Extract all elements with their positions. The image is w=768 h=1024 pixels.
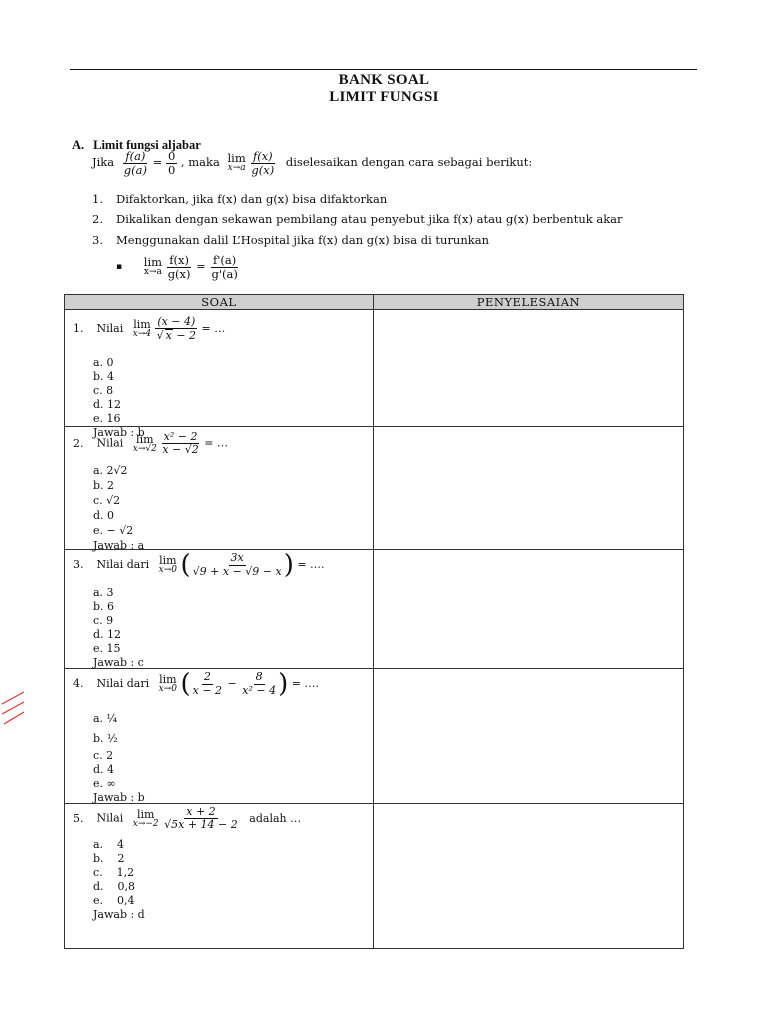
option-item: e. 0,4	[93, 894, 135, 907]
frac-denominator: x − 2	[192, 683, 223, 697]
option-item: a. 4	[93, 838, 125, 851]
table-row	[65, 310, 684, 427]
method-text: Difaktorkan, jika f(x) dan g(x) bisa difaktorkan	[116, 192, 388, 206]
frac-denominator: g'(a)	[211, 266, 238, 281]
lim-subscript: x→−2	[132, 818, 159, 829]
col-header-penyelesaian: PENYELESAIAN	[373, 295, 683, 310]
frac-denominator: g(x)	[251, 162, 275, 177]
answer-key: Jawab : c	[93, 656, 144, 669]
method-text: Dikalikan dengan sekawan pembilang atau penyebut jika f(x) atau g(x) berbentuk akar	[116, 212, 623, 226]
method-item	[92, 233, 489, 247]
answer-cell	[373, 310, 683, 427]
question-prefix: Nilai	[96, 322, 124, 336]
section-letter: A.	[72, 138, 85, 152]
table-row	[65, 550, 684, 669]
frac-numerator: 0	[167, 149, 176, 163]
frac-numerator: x + 2	[186, 805, 216, 818]
frac-numerator: f'(a)	[213, 253, 237, 267]
frac-denominator: g(x)	[167, 266, 191, 281]
frac-numerator: 2	[203, 670, 211, 684]
red-stroke	[2, 692, 24, 704]
top-rule	[70, 69, 697, 70]
limit-operator	[133, 434, 157, 454]
answer-key: Jawab : b	[93, 791, 145, 804]
question-tail: = ….	[291, 677, 319, 690]
question-number: 3.	[73, 558, 84, 571]
question-stem	[73, 316, 225, 342]
answer-key: Jawab : a	[93, 539, 145, 552]
answer-key: Jawab : b	[93, 426, 145, 439]
lim-label: lim	[227, 150, 246, 165]
doc-subtitle: LIMIT FUNGSI	[329, 89, 439, 105]
intro-maka: , maka	[180, 155, 220, 170]
question-stem	[73, 552, 325, 578]
option-item: b. 2	[93, 852, 125, 865]
lim-label: lim	[143, 254, 163, 269]
table-row	[65, 804, 684, 949]
options-list	[93, 463, 144, 553]
frac-numerator: (x − 4)	[157, 315, 196, 328]
options-list	[93, 586, 144, 670]
lim-subscript: x→a	[143, 267, 162, 278]
fx-over-gx	[166, 254, 193, 280]
frac-numerator: x² − 2	[163, 430, 198, 443]
red-stroke	[2, 702, 24, 714]
denominator-rest: − 2	[172, 329, 197, 343]
question-fraction	[160, 431, 200, 456]
limit-operator	[159, 555, 177, 575]
question-stem	[73, 671, 319, 697]
option-item: e. − √2	[93, 524, 134, 537]
right-paren: )	[283, 550, 294, 580]
table-header-row	[65, 295, 684, 310]
question-tail: = ….	[297, 558, 325, 571]
answer-cell	[373, 550, 683, 669]
question-stem	[73, 806, 301, 831]
question-cell	[65, 669, 374, 804]
option-item: d. 0,8	[93, 880, 136, 893]
frac-numerator: 8	[255, 670, 263, 684]
question-number: 5.	[73, 811, 84, 825]
lim-subscript: x→a	[227, 163, 246, 174]
fa-over-ga	[122, 150, 149, 176]
red-pen-mark	[0, 690, 30, 730]
section-title: Limit fungsi aljabar	[93, 138, 201, 152]
question-tail: = …	[201, 322, 226, 336]
limit-operator	[227, 150, 246, 174]
options-list	[93, 711, 145, 805]
lim-subscript: x→0	[158, 684, 177, 694]
left-paren: (	[180, 669, 191, 699]
question-number: 4.	[73, 677, 84, 690]
option-item: e. ∞	[93, 777, 116, 790]
lhospital-formula	[116, 254, 240, 280]
option-item: b. 4	[93, 370, 115, 383]
frac-denominator: √ x − 2	[156, 329, 197, 343]
lim-label: lim	[136, 807, 155, 821]
fpa-over-gpa	[209, 254, 239, 280]
option-item: d. 12	[93, 398, 122, 411]
option-item: e. 16	[93, 412, 121, 425]
bullet-icon: ▪	[116, 262, 123, 273]
question-number: 1.	[73, 322, 84, 336]
question-prefix: Nilai	[96, 436, 124, 450]
question-cell	[65, 550, 374, 669]
limit-operator	[143, 254, 163, 278]
lim-subscript: x→√2	[132, 443, 157, 454]
option-item: c. 9	[93, 614, 114, 627]
question-stem	[73, 431, 228, 456]
question-prefix: Nilai dari	[96, 558, 150, 571]
question-fraction	[191, 552, 284, 577]
question-number: 2.	[73, 436, 84, 450]
frac-denominator: x − √2	[162, 443, 199, 457]
option-item: d. 4	[93, 763, 115, 776]
radicand: x	[165, 329, 172, 343]
method-number: 1.	[92, 192, 103, 206]
option-item: c. √2	[93, 494, 121, 507]
frac-denominator: x² − 4	[242, 683, 277, 697]
left-paren: (	[180, 550, 191, 580]
col-header-soal: SOAL	[65, 295, 374, 310]
frac-numerator: f(x)	[169, 253, 189, 267]
question-fraction	[155, 316, 198, 342]
option-item: a. 3	[93, 586, 114, 599]
method-number: 2.	[92, 212, 103, 226]
table-row	[65, 669, 684, 804]
answer-key: Jawab : d	[93, 908, 145, 921]
lim-label: lim	[159, 554, 177, 567]
intro-formula	[92, 150, 532, 176]
frac-numerator: f(x)	[252, 149, 273, 163]
frac-denominator: √5x + 14 − 2	[164, 818, 238, 832]
limit-operator	[159, 674, 177, 694]
limit-operator	[133, 809, 159, 829]
option-item: a. 0	[93, 356, 114, 369]
lim-label: lim	[159, 673, 177, 686]
frac-denominator: g(a)	[123, 162, 147, 177]
frac-numerator: f(a)	[125, 149, 146, 163]
option-item: c. 1,2	[93, 866, 135, 879]
intro-tail: diselesaikan dengan cara sebagai berikut:	[285, 155, 533, 170]
option-item: d. 0	[93, 509, 115, 522]
doc-title: BANK SOAL	[338, 72, 430, 88]
second-fraction	[240, 671, 278, 696]
method-item	[92, 212, 623, 226]
frac-numerator: 3x	[230, 551, 244, 565]
method-number: 3.	[92, 233, 103, 247]
option-item: c. 8	[93, 384, 114, 397]
method-text: Menggunakan dalil L’Hospital jika f(x) dan g(x) bisa di turunkan	[116, 233, 489, 247]
first-fraction	[191, 671, 224, 696]
answer-cell	[373, 804, 683, 949]
question-prefix: Nilai dari	[96, 677, 150, 690]
red-stroke	[4, 712, 24, 724]
answer-cell	[373, 427, 683, 550]
option-item: b. 2	[93, 479, 115, 492]
minus-sign: −	[227, 677, 237, 690]
question-fraction	[162, 806, 240, 831]
limit-operator	[133, 319, 151, 339]
options-list	[93, 356, 145, 440]
option-item: b. 6	[93, 600, 115, 613]
frac-denominator: 0	[167, 162, 176, 177]
option-item: a. ¼	[93, 712, 118, 725]
equals-sign: =	[196, 259, 206, 274]
option-item: b. ½	[93, 732, 118, 745]
zero-over-zero	[166, 150, 177, 176]
option-item: e. 15	[93, 642, 121, 655]
equals-sign: =	[152, 155, 163, 170]
question-tail: adalah …	[249, 811, 302, 825]
question-prefix: Nilai	[96, 811, 124, 825]
question-cell	[65, 804, 374, 949]
lim-label: lim	[133, 318, 151, 332]
option-item: d. 12	[93, 628, 122, 641]
lim-subscript: x→4	[132, 329, 152, 340]
fx-over-gx	[249, 150, 276, 176]
options-list	[93, 838, 145, 922]
intro-jika: Jika	[92, 155, 115, 170]
question-table	[64, 294, 684, 949]
method-item	[92, 192, 387, 206]
table-row	[65, 427, 684, 550]
right-paren: )	[278, 669, 289, 699]
question-cell	[65, 427, 374, 550]
question-tail: = …	[204, 436, 228, 450]
option-item: c. 2	[93, 749, 114, 762]
answer-cell	[373, 669, 683, 804]
frac-denominator: √9 + x − √9 − x	[192, 564, 282, 578]
option-item: a. 2√2	[93, 464, 128, 477]
lim-label: lim	[136, 432, 154, 446]
lim-subscript: x→0	[158, 565, 177, 575]
